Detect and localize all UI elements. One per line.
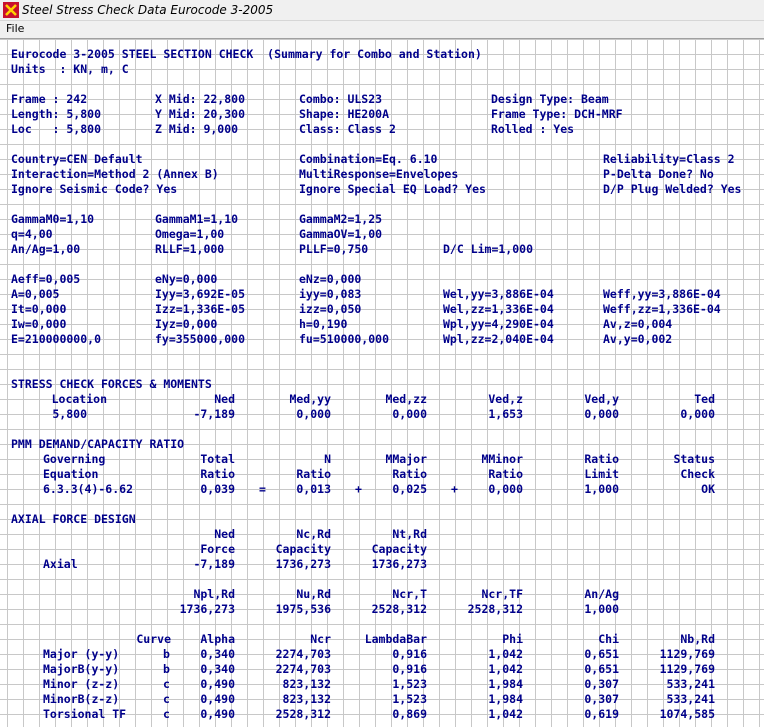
axial-header-nurd: Nu,Rd (296, 587, 331, 601)
av-z-value: Av,z=0,004 (603, 317, 673, 331)
a-value: A=0,005 (11, 287, 60, 301)
zmid-value: Z Mid: 9,000 (155, 122, 239, 136)
buckling-row-ncr: 2274,703 (275, 662, 331, 676)
axial-anag: 1,000 (584, 602, 619, 616)
q-value: q=4,00 (11, 227, 53, 241)
rllf-value: RLLF=1,000 (155, 242, 225, 256)
reliability-value: Reliability=Class 2 (603, 152, 735, 166)
axial-header-ncrt: Ncr,T (392, 587, 427, 601)
menu-file[interactable]: File (6, 22, 25, 35)
pmm-header-status: Status (673, 452, 715, 466)
xmid-value: X Mid: 22,800 (155, 92, 246, 106)
buckling-row-alpha: 0,340 (200, 662, 235, 676)
combination-value: Combination=Eq. 6.10 (299, 152, 438, 166)
buckling-row-alpha: 0,490 (200, 677, 235, 691)
loc-value: Loc : 5,800 (11, 122, 102, 136)
buckling-header-phi: Phi (502, 632, 523, 646)
buckling-header-chi: Chi (598, 632, 619, 646)
axial-header-capacity-t: Capacity (371, 542, 427, 556)
menu-bar (0, 21, 764, 38)
radius-zz-value: izz=0,050 (299, 302, 362, 316)
buckling-row-curve: c (163, 707, 170, 721)
aeff-value: Aeff=0,005 (11, 272, 81, 286)
buckling-row-label: Major (y-y) (43, 647, 120, 661)
axial-row-label: Axial (43, 557, 78, 571)
buckling-row-nbrd: 1074,585 (659, 707, 715, 721)
buckling-row-nbrd: 1129,769 (659, 647, 715, 661)
buckling-row-phi: 1,042 (488, 707, 523, 721)
shape-value: Shape: HE200A (299, 107, 390, 121)
report-panel[interactable] (0, 38, 764, 727)
buckling-row-nbrd: 533,241 (666, 692, 715, 706)
buckling-row-lambdabar: 0,916 (392, 647, 427, 661)
ignore-special-value: Ignore Special EQ Load? Yes (299, 182, 486, 196)
buckling-row-ncr: 823,132 (282, 692, 331, 706)
axial-nurd: 1975,536 (275, 602, 331, 616)
weff-zz-value: Weff,zz=1,336E-04 (603, 302, 721, 316)
buckling-row-ncr: 2274,703 (275, 647, 331, 661)
buckling-row-chi: 0,619 (584, 707, 619, 721)
buckling-header-lambdabar: LambdaBar (364, 632, 427, 646)
forces-header-medzz: Med,zz (385, 392, 427, 406)
pmm-header-ratio: Ratio (584, 452, 619, 466)
e-value: E=210000000,0 (11, 332, 102, 346)
wpl-yy-value: Wpl,yy=4,290E-04 (443, 317, 554, 331)
pllf-value: PLLF=0,750 (299, 242, 369, 256)
izz-value: Izz=1,336E-05 (155, 302, 246, 316)
buckling-row-ncr: 823,132 (282, 677, 331, 691)
buckling-row-phi: 1,042 (488, 662, 523, 676)
pmm-header-total-ratio: Ratio (200, 467, 235, 481)
buckling-row-label: Torsional TF (43, 707, 127, 721)
forces-location: 5,800 (52, 407, 87, 421)
rolled-value: Rolled : Yes (491, 122, 575, 136)
dp-plug-value: D/P Plug Welded? Yes (603, 182, 742, 196)
axial-nplrd: 1736,273 (179, 602, 235, 616)
class-value: Class: Class 2 (299, 122, 396, 136)
ymid-value: Y Mid: 20,300 (155, 107, 246, 121)
pmm-header-mmajor: MMajor (385, 452, 427, 466)
gov-value: GammaOV=1,00 (299, 227, 383, 241)
frame-value: Frame : 242 (11, 92, 88, 106)
pmm-header-mminor: MMinor (481, 452, 523, 466)
wel-yy-value: Wel,yy=3,886E-04 (443, 287, 554, 301)
buckling-row-phi: 1,042 (488, 647, 523, 661)
buckling-header-ncr: Ncr (310, 632, 331, 646)
title-bar (0, 0, 764, 21)
it-value: It=0,000 (11, 302, 67, 316)
buckling-header-alpha: Alpha (200, 632, 235, 646)
axial-ncrt: 2528,312 (371, 602, 427, 616)
pmm-header-mmajor-ratio: Ratio (392, 467, 427, 481)
buckling-row-label: MinorB(z-z) (43, 692, 120, 706)
app-icon (3, 2, 19, 18)
gm1-value: GammaM1=1,10 (155, 212, 239, 226)
length-value: Length: 5,800 (11, 107, 102, 121)
pdelta-value: P-Delta Done? No (603, 167, 714, 181)
buckling-row-lambdabar: 1,523 (392, 692, 427, 706)
wpl-zz-value: Wpl,zz=2,040E-04 (443, 332, 554, 346)
pmm-header-n-ratio: Ratio (296, 467, 331, 481)
ignore-seismic-value: Ignore Seismic Code? Yes (11, 182, 178, 196)
axial-ncrd: 1736,273 (275, 557, 331, 571)
buckling-row-alpha: 0,490 (200, 692, 235, 706)
forces-vedy: 0,000 (584, 407, 619, 421)
buckling-row-ncr: 2528,312 (275, 707, 331, 721)
report-title: Eurocode 3-2005 STEEL SECTION CHECK (Summary for Combo and Station) (11, 47, 482, 61)
forces-medzz: 0,000 (392, 407, 427, 421)
combo-value: Combo: ULS23 (299, 92, 383, 106)
pmm-header-mminor-ratio: Ratio (488, 467, 523, 481)
eny-value: eNy=0,000 (155, 272, 218, 286)
design-type-value: Design Type: Beam (491, 92, 609, 106)
pmm-ratio-limit: 1,000 (584, 482, 619, 496)
axial-header-ntrd: Nt,Rd (392, 527, 427, 541)
buckling-row-chi: 0,651 (584, 662, 619, 676)
pmm-mminor-ratio: 0,000 (488, 482, 523, 496)
wel-zz-value: Wel,zz=1,336E-04 (443, 302, 554, 316)
axial-ned: -7,189 (193, 557, 235, 571)
anag-value: An/Ag=1,00 (11, 242, 81, 256)
axial-section-title: AXIAL FORCE DESIGN (11, 512, 136, 526)
forces-vedz: 1,653 (488, 407, 523, 421)
buckling-row-nbrd: 1129,769 (659, 662, 715, 676)
iyz-value: Iyz=0,000 (155, 317, 218, 331)
buckling-row-lambdabar: 1,523 (392, 677, 427, 691)
enz-value: eNz=0,000 (299, 272, 362, 286)
buckling-row-chi: 0,307 (584, 677, 619, 691)
axial-header-force: Force (200, 542, 235, 556)
pmm-section-title: PMM DEMAND/CAPACITY RATIO (11, 437, 185, 451)
forces-medyy: 0,000 (296, 407, 331, 421)
buckling-row-alpha: 0,340 (200, 647, 235, 661)
interaction-value: Interaction=Method 2 (Annex B) (11, 167, 219, 181)
pmm-header-total: Total (200, 452, 235, 466)
buckling-row-phi: 1,984 (488, 677, 523, 691)
country-value: Country=CEN Default (11, 152, 143, 166)
forces-header-ned: Ned (214, 392, 235, 406)
pmm-equals-sign: = (259, 482, 266, 496)
axial-ncrtf: 2528,312 (467, 602, 523, 616)
axial-header-ned: Ned (214, 527, 235, 541)
pmm-header-check: Check (680, 467, 715, 481)
fy-value: fy=355000,000 (155, 332, 246, 346)
buckling-row-phi: 1,984 (488, 692, 523, 706)
pmm-n-ratio: 0,013 (296, 482, 331, 496)
pmm-total-ratio: 0,039 (200, 482, 235, 496)
iw-value: Iw=0,000 (11, 317, 67, 331)
fu-value: fu=510000,000 (299, 332, 390, 346)
gm0-value: GammaM0=1,10 (11, 212, 95, 226)
gm2-value: GammaM2=1,25 (299, 212, 383, 226)
pmm-mmajor-ratio: 0,025 (392, 482, 427, 496)
forces-ted: 0,000 (680, 407, 715, 421)
pmm-equation: 6.3.3(4)-6.62 (43, 482, 134, 496)
forces-header-vedy: Ved,y (584, 392, 619, 406)
axial-header-capacity-c: Capacity (275, 542, 331, 556)
buckling-row-curve: c (163, 692, 170, 706)
buckling-row-label: Minor (z-z) (43, 677, 120, 691)
buckling-row-curve: c (163, 677, 170, 691)
buckling-row-lambdabar: 0,916 (392, 662, 427, 676)
forces-header-medyy: Med,yy (289, 392, 331, 406)
forces-header-location: Location (51, 392, 107, 406)
pmm-header-limit: Limit (584, 467, 619, 481)
omega-value: Omega=1,00 (155, 227, 225, 241)
forces-header-vedz: Ved,z (488, 392, 523, 406)
pmm-plus-sign-2: + (451, 482, 458, 496)
weff-yy-value: Weff,yy=3,886E-04 (603, 287, 721, 301)
buckling-row-curve: b (163, 647, 170, 661)
multiresponse-value: MultiResponse=Envelopes (299, 167, 459, 181)
buckling-row-chi: 0,651 (584, 647, 619, 661)
axial-ntrd: 1736,273 (371, 557, 427, 571)
buckling-row-nbrd: 533,241 (666, 677, 715, 691)
pmm-status-check: OK (701, 482, 715, 496)
frame-type-value: Frame Type: DCH-MRF (491, 107, 623, 121)
buckling-row-curve: b (163, 662, 170, 676)
axial-header-ncrd: Nc,Rd (296, 527, 331, 541)
buckling-row-alpha: 0,490 (200, 707, 235, 721)
buckling-header-curve: Curve (136, 632, 171, 646)
pmm-header-governing: Governing (43, 452, 106, 466)
buckling-row-chi: 0,307 (584, 692, 619, 706)
units-line: Units : KN, m, C (11, 62, 129, 76)
iyy-value: Iyy=3,692E-05 (155, 287, 246, 301)
buckling-row-label: MajorB(y-y) (43, 662, 120, 676)
buckling-header-nbrd: Nb,Rd (680, 632, 715, 646)
axial-header-nplrd: Npl,Rd (193, 587, 235, 601)
h-value: h=0,190 (299, 317, 348, 331)
pmm-plus-sign-1: + (355, 482, 362, 496)
pmm-header-equation: Equation (43, 467, 99, 481)
forces-section-title: STRESS CHECK FORCES & MOMENTS (11, 377, 212, 391)
radius-yy-value: iyy=0,083 (299, 287, 362, 301)
forces-ned: -7,189 (193, 407, 235, 421)
axial-header-ncrtf: Ncr,TF (481, 587, 523, 601)
dclim-value: D/C Lim=1,000 (443, 242, 534, 256)
forces-header-ted: Ted (694, 392, 715, 406)
window-title: Steel Stress Check Data Eurocode 3-2005 (22, 3, 274, 17)
axial-header-anag: An/Ag (584, 587, 619, 601)
buckling-row-lambdabar: 0,869 (392, 707, 427, 721)
pmm-header-n: N (324, 452, 331, 466)
av-y-value: Av,y=0,002 (603, 332, 673, 346)
